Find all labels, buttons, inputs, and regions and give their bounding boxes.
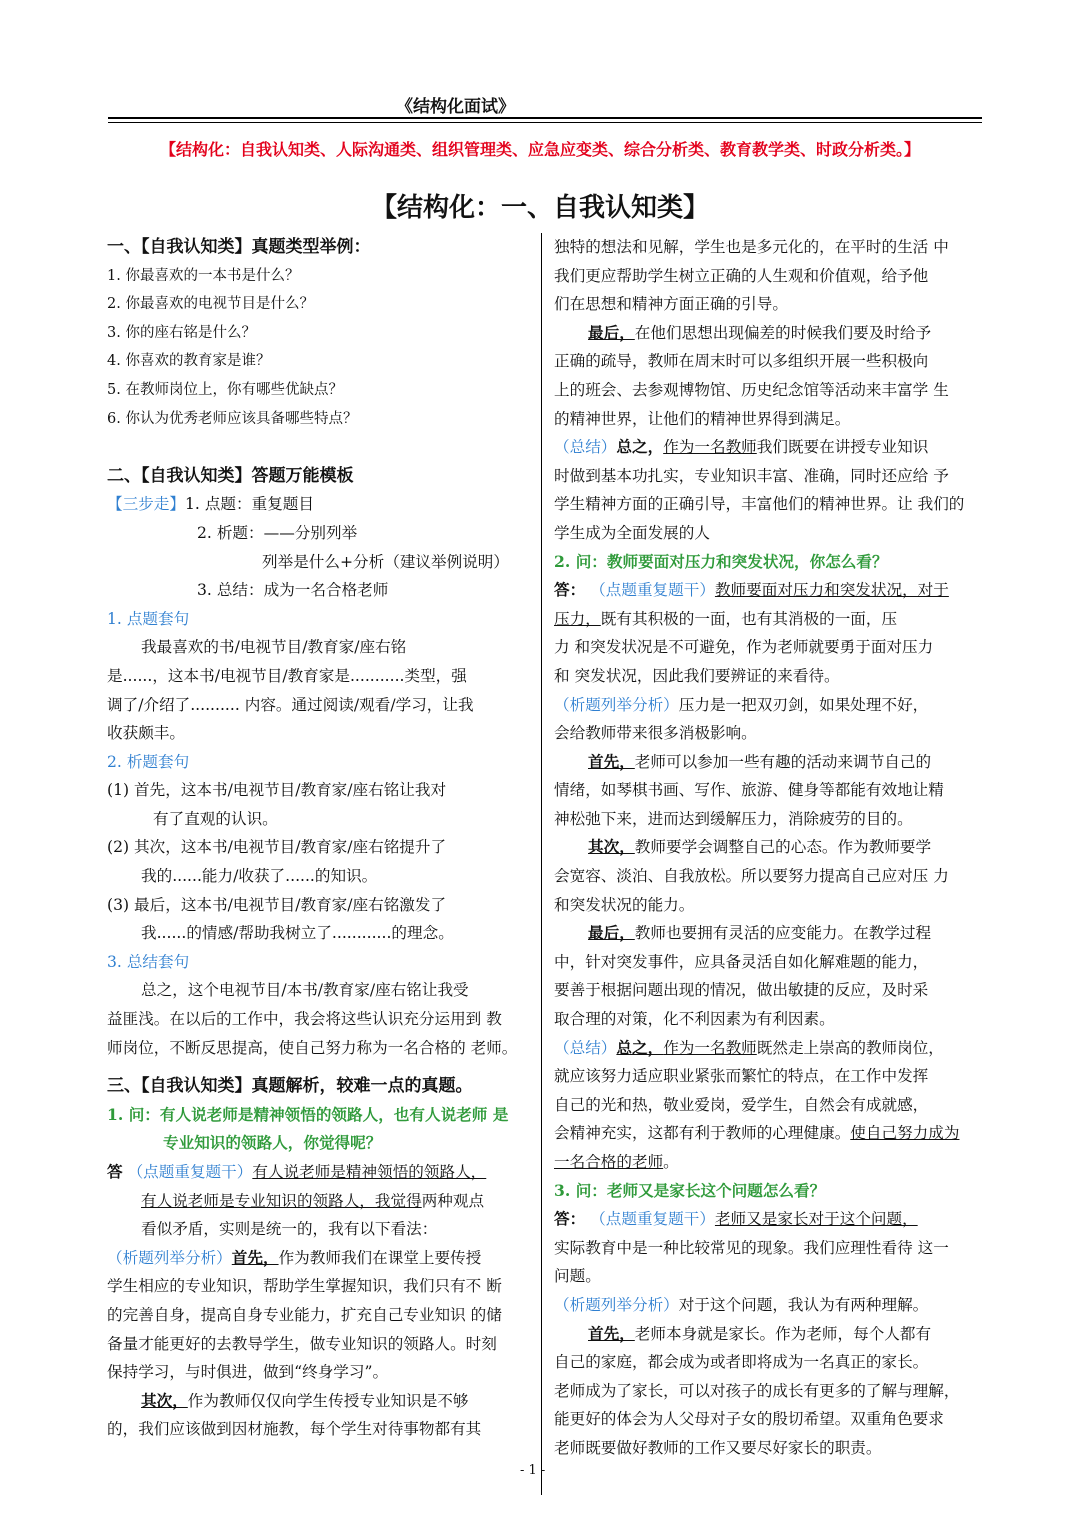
summary-underlined: 一名合格的老师	[554, 1153, 664, 1171]
last-label: 最后，	[588, 923, 635, 943]
body-text: 中，针对突发事件，应具备灵活自如化解难题的能力，	[554, 952, 929, 971]
tag-restate: （点题重复题干）	[590, 581, 715, 600]
answer-text: 有人说老师是精神领悟的领路人，	[252, 1163, 487, 1181]
body-text: 我们既要在讲授专业知识	[756, 438, 929, 457]
body-text: 取合理的对策，化不利因素为有利因素。	[554, 1010, 835, 1029]
template-text: 有了直观的认识。	[153, 809, 278, 828]
section-2-title: 二、【自我认知类】答题万能模板	[107, 465, 354, 486]
first-label: 首先，	[588, 1323, 635, 1343]
analysis-line	[554, 1291, 994, 1320]
body-text: 教师也要拥有灵活的应变能力。在教学过程	[634, 924, 932, 943]
first-label: 首先，	[231, 1247, 279, 1267]
body-text: 上的班会、去参观博物馆、历史纪念馆等活动来丰富学 生	[554, 380, 949, 399]
body-text: 就应该努力适应职业紧张而繁忙的特点，在工作中发挥	[554, 1067, 929, 1086]
body-line	[554, 1119, 994, 1148]
body-text: 神松弛下来，进而达到缓解压力，消除疲劳的目的。	[554, 809, 913, 828]
left-column	[107, 233, 535, 1444]
analysis-text: 的完善自身，提高自身专业能力，扩充自己专业知识 的储	[107, 1305, 502, 1324]
category-list: 【结构化：自我认知类、人际沟通类、组织管理类、应急应变类、综合分析类、教育教学类、时政分析类。】	[159, 140, 920, 159]
template-text: 是......，这本书/电视节目/教育家是...........类型，强	[107, 666, 467, 685]
body-line	[554, 833, 994, 862]
body-text: 要善于根据问题出现的情况，做出敏捷的反应，及时采	[554, 981, 929, 1000]
analysis-line	[554, 691, 994, 720]
right-column	[554, 233, 994, 1463]
tag-analysis: （析题列举分析）	[554, 695, 679, 714]
template-text: (1) 首先，这本书/电视节目/教育家/座右铭让我对	[107, 781, 447, 800]
tag-restate: （点题重复题干）	[127, 1163, 253, 1181]
tag-summary: （总结）	[554, 1038, 617, 1057]
summary-underlined: 作为一名教师	[663, 1038, 757, 1057]
page-heading: 【结构化：一、自我认知类】	[370, 193, 709, 223]
body-text: 问题。	[554, 1267, 601, 1286]
body-text: 教师要学会调整自己的心态。作为教师要学	[634, 838, 932, 857]
template-text: 我......的情感/帮助我树立了............的理念。	[141, 924, 454, 943]
summary-underlined: 使自己努力成为	[850, 1124, 960, 1143]
section-3-title: 三、【自我认知类】真题解析，较难一点的真题。	[107, 1076, 473, 1097]
body-text: 自己的光和热，敬业爱岗，爱学生，自然会有成就感，	[554, 1095, 929, 1114]
spacer	[107, 1062, 535, 1072]
template-text: 益匪浅。在以后的工作中，我会将这些认识充分运用到 教	[107, 1010, 502, 1029]
question-item: 2. 你最喜欢的电视节目是什么？	[107, 296, 314, 313]
body-line	[554, 605, 994, 634]
body-line	[554, 1148, 994, 1177]
question-item: 1. 你最喜欢的一本书是什么？	[107, 267, 300, 284]
body-text: 会精神充实，这都有利于教师的心理健康。	[554, 1124, 851, 1143]
body-text: 时做到基本功扎实，专业知识丰富、准确，同时还应给 予	[554, 466, 949, 485]
body-text: 学生精神方面的正确引导，丰富他们的精神世界。让 我们的	[554, 495, 965, 514]
analysis-text: 保持学习，与时俱进，做到“终身学习”。	[107, 1363, 389, 1382]
tag-analysis: （析题列举分析）	[554, 1295, 679, 1314]
body-text: 和突发状况的能力。	[554, 895, 695, 914]
analysis-text: 备量才能更好的去教导学生，做专业知识的领路人。时刻	[107, 1334, 497, 1353]
body-line	[554, 919, 994, 948]
step-1: 1. 点题：重复题目	[184, 495, 314, 514]
body-text: 们在思想和精神方面正确的引导。	[554, 295, 788, 314]
answer-text: 两种观点	[421, 1191, 485, 1210]
answer-underlined: 老师又是家长对于这个问题，	[714, 1210, 918, 1229]
answer-underlined: 有人说老师是专业知识的领路人，我觉得	[141, 1191, 422, 1210]
subsection-1-title: 1. 点题套句	[107, 609, 190, 628]
body-text: 老师可以参加一些有趣的活动来调节自己的	[634, 752, 932, 771]
step-3: 3. 总结：成为一名合格老师	[197, 581, 389, 600]
body-text: 会宽容、淡泊、自我放松。所以要努力提高自己应对压 力	[554, 867, 949, 886]
analysis-text: 的，我们应该做到因材施教，每个学生对待事物都有其	[107, 1420, 482, 1439]
document-title: 《结构化面试》	[396, 97, 515, 117]
answer-label: 答	[107, 1162, 123, 1181]
column-divider	[541, 233, 542, 1495]
step-2-detail: 列举是什么+分析（建议举例说明）	[262, 552, 509, 571]
body-text: 情绪，如琴棋书画、写作、旅游、健身等都能有效地让精	[554, 781, 944, 800]
template-text: 我最喜欢的书/电视节目/教育家/座右铭	[141, 638, 407, 657]
body-text: 在他们思想出现偏差的时候我们要及时给予	[634, 323, 932, 342]
question-1: 1. 问：有人说老师是精神领悟的领路人，也有人说老师 是	[107, 1104, 509, 1124]
body-text: 能更好的体会为人父母对子女的殷切希望。双重角色要求	[554, 1410, 944, 1429]
body-text: 压力是一把双刃剑，如果处理不好，	[678, 695, 929, 714]
tag-summary: （总结）	[554, 438, 617, 457]
body-text: 正确的疏导，教师在周末时可以多组织开展一些积极向	[554, 352, 929, 371]
second-label: 其次，	[141, 1390, 188, 1410]
body-text: 力 和突发状况是不可避免，作为老师就要勇于面对压力	[554, 638, 934, 657]
subsection-2-title: 2. 析题套句	[107, 752, 190, 771]
analysis-text: 作为教师仅仅向学生传授专业知识是不够	[187, 1391, 469, 1410]
template-text: 收获颇丰。	[107, 724, 185, 743]
question-item: 4. 你喜欢的教育家是谁？	[107, 353, 271, 370]
answer-underlined: 压力，	[554, 609, 601, 628]
body-text: 既有其积极的一面，也有其消极的一面，压	[600, 609, 898, 628]
tag-analysis: （析题列举分析）	[107, 1248, 232, 1267]
body-text: 我们更应帮助学生树立正确的人生观和价值观，给予他	[554, 266, 929, 285]
spacer	[107, 433, 535, 462]
section-1-title: 一、【自我认知类】真题类型举例：	[107, 237, 371, 257]
answer-label: 答：	[554, 580, 586, 600]
body-line	[554, 1320, 994, 1349]
analysis-text: 作为教师我们在课堂上要传授	[278, 1248, 482, 1267]
question-2: 2. 问：教师要面对压力和突发状况，你怎么看？	[554, 551, 888, 571]
answer-text: 看似矛盾，实则是统一的，我有以下看法：	[141, 1220, 438, 1239]
question-item: 6. 你认为优秀老师应该具备哪些特点？	[107, 410, 358, 427]
analysis-text: 学生相应的专业知识，帮助学生掌握知识，我们只有不 断	[107, 1277, 502, 1296]
answer-line	[107, 1158, 535, 1187]
summary-line	[554, 433, 994, 462]
summary-underlined: 作为一名教师	[663, 438, 757, 457]
tag-restate: （点题重复题干）	[590, 1210, 715, 1229]
page-number: - 1 -	[520, 1463, 546, 1478]
answer-line	[554, 1205, 994, 1234]
summary-line	[554, 1034, 994, 1063]
body-line	[554, 319, 994, 348]
body-line	[554, 748, 994, 777]
step-2: 2. 析题：——分别列举	[197, 523, 358, 542]
body-text: 既然走上崇高的教师岗位，	[756, 1038, 944, 1057]
body-text: 会给教师带来很多消极影响。	[554, 724, 757, 743]
analysis-line	[107, 1244, 535, 1273]
second-label: 其次，	[588, 837, 635, 857]
body-text: 和 突发状况，因此我们要辨证的来看待。	[554, 666, 840, 685]
first-label: 首先，	[588, 751, 635, 771]
body-text: 自己的家庭，都会成为或者即将成为一名真正的家长。	[554, 1353, 929, 1372]
body-text: 独特的想法和见解，学生也是多元化的，在平时的生活 中	[554, 238, 949, 256]
body-text: 老师本身就是家长。作为老师，每个人都有	[634, 1324, 932, 1343]
template-text: (2) 其次，这本书/电视节目/教育家/座右铭提升了	[107, 838, 447, 857]
body-text: 学生成为全面发展的人	[554, 523, 710, 542]
body-text: 的精神世界，让他们的精神世界得到满足。	[554, 409, 851, 428]
steps-tag: 【三步走】	[107, 495, 185, 514]
subsection-3-title: 3. 总结套句	[107, 952, 190, 971]
header-rule-thick	[108, 117, 982, 119]
last-label: 最后，	[588, 322, 635, 342]
question-item: 3. 你的座右铭是什么？	[107, 324, 256, 341]
answer-line	[554, 576, 994, 605]
in-summary-label: 总之，	[616, 1037, 664, 1057]
body-text: 。	[663, 1153, 679, 1171]
template-text: 师岗位，不断反思提高，使自己努力称为一名合格的 老师。	[107, 1038, 518, 1057]
body-text: 实际教育中是一种比较常见的现象。我们应理性看待 这一	[554, 1238, 949, 1257]
steps-line	[107, 490, 535, 519]
in-summary-label: 总之，	[616, 437, 664, 457]
template-text: 总之，这个电视节目/本书/教育家/座右铭让我受	[141, 981, 469, 1000]
template-text: 我的......能力/收获了......的知识。	[141, 867, 378, 886]
header-rule-thin	[108, 122, 982, 123]
question-item: 5. 在教师岗位上，你有哪些优缺点？	[107, 381, 343, 398]
answer-underlined: 教师要面对压力和突发状况，对于	[714, 581, 949, 600]
template-text: 调了/介绍了.......... 内容。通过阅读/观看/学习，让我	[107, 695, 474, 714]
template-text: (3) 最后，这本书/电视节目/教育家/座右铭激发了	[107, 895, 447, 914]
answer-label: 答：	[554, 1209, 586, 1229]
body-text: 老师成为了家长，可以对孩子的成长有更多的了解与理解，	[554, 1381, 960, 1400]
question-1-cont: 专业知识的领路人，你觉得呢？	[163, 1133, 382, 1153]
body-text: 老师既要做好教师的工作又要尽好家长的职责。	[554, 1438, 882, 1457]
question-3: 3. 问：老师又是家长这个问题怎么看？	[554, 1180, 826, 1200]
analysis-line	[107, 1387, 535, 1416]
body-text: 对于这个问题，我认为有两种理解。	[678, 1295, 929, 1314]
answer-text	[107, 1187, 535, 1216]
